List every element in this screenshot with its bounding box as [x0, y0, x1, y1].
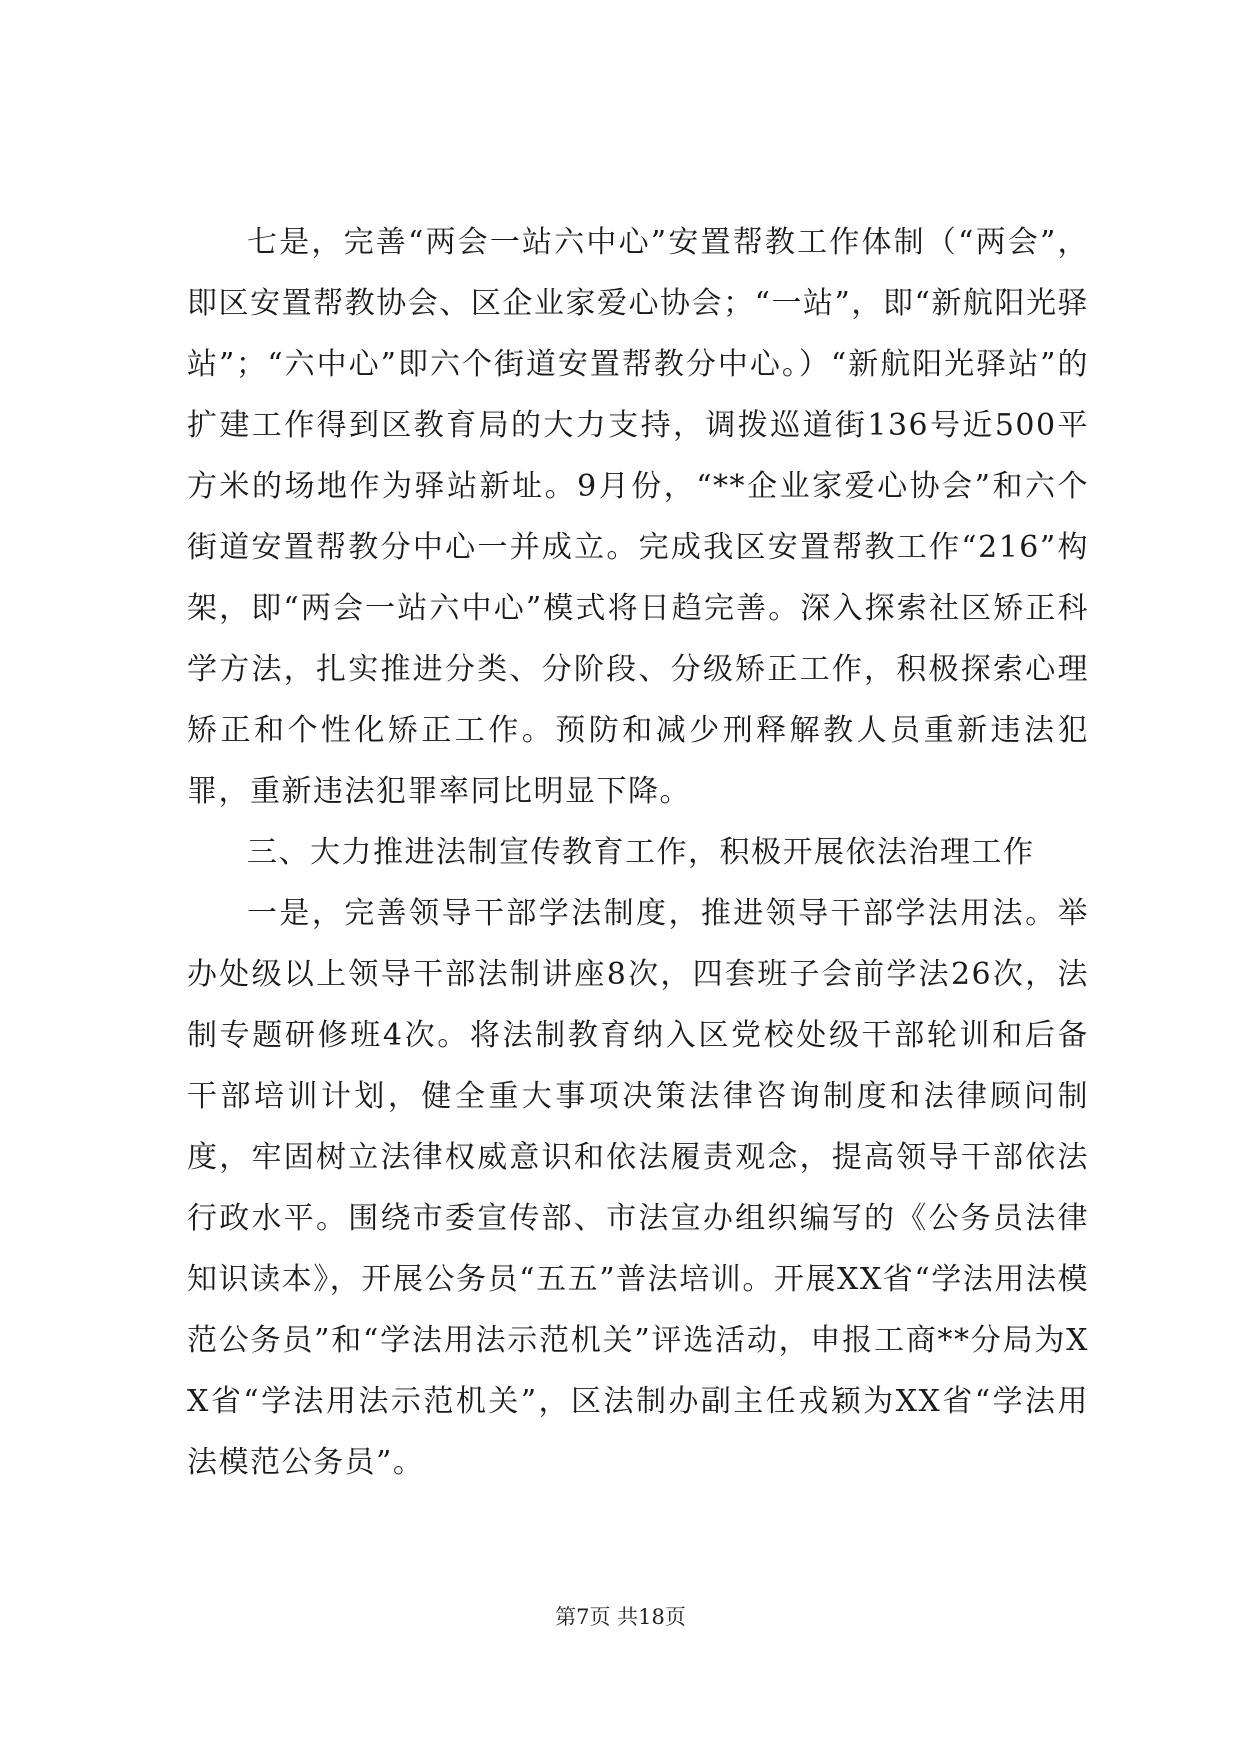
- paragraph-item-seven: 七是，完善“两会一站六中心”安置帮教工作体制（“两会”，即区安置帮教协会、区企业家爱心协会；“一站”，即“新航阳光驿站”；“六中心”即六个街道安置帮教分中心。）“新航阳光驿站”的扩建工作得到区教育局的大力支持，调拨巡道街136号近500平方米的场地作为驿站新址。9月份，“**企业家爱心协会”和六个街道安置帮教分中心一并成立。完成我区安置帮教工作“216”构架，即“两会一站六中心”模式将日趋完善。深入探索社区矫正科学方法，扎实推进分类、分阶段、分级矫正工作，积极探索心理矫正和个性化矫正工作。预防和减少刑释解教人员重新违法犯罪，重新违法犯罪率同比明显下降。: [187, 225, 1089, 809]
- section-heading-three: 三、大力推进法制宣传教育工作，积极开展依法治理工作: [247, 835, 1035, 870]
- document-body: [187, 212, 1089, 1493]
- paragraph-item-one: 一是，完善领导干部学法制度，推进领导干部学法用法。举办处级以上领导干部法制讲座8次，四套班子会前学法26次，法制专题研修班4次。将法制教育纳入区党校处级干部轮训和后备干部培训计划，健全重大事项决策法律咨询制度和法律顾问制度，牢固树立法律权威意识和依法履责观念，提高领导干部依法行政水平。围绕市委宣传部、市法宣办组织编写的《公务员法律知识读本》，开展公务员“五五”普法培训。开展XX省“学法用法模范公务员”和“学法用法示范机关”评选活动，申报工商**分局为XX省“学法用法示范机关”，区法制办副主任戎颖为XX省“学法用法模范公务员”。: [187, 896, 1089, 1480]
- page-number-footer: 第7页 共18页: [555, 1605, 686, 1629]
